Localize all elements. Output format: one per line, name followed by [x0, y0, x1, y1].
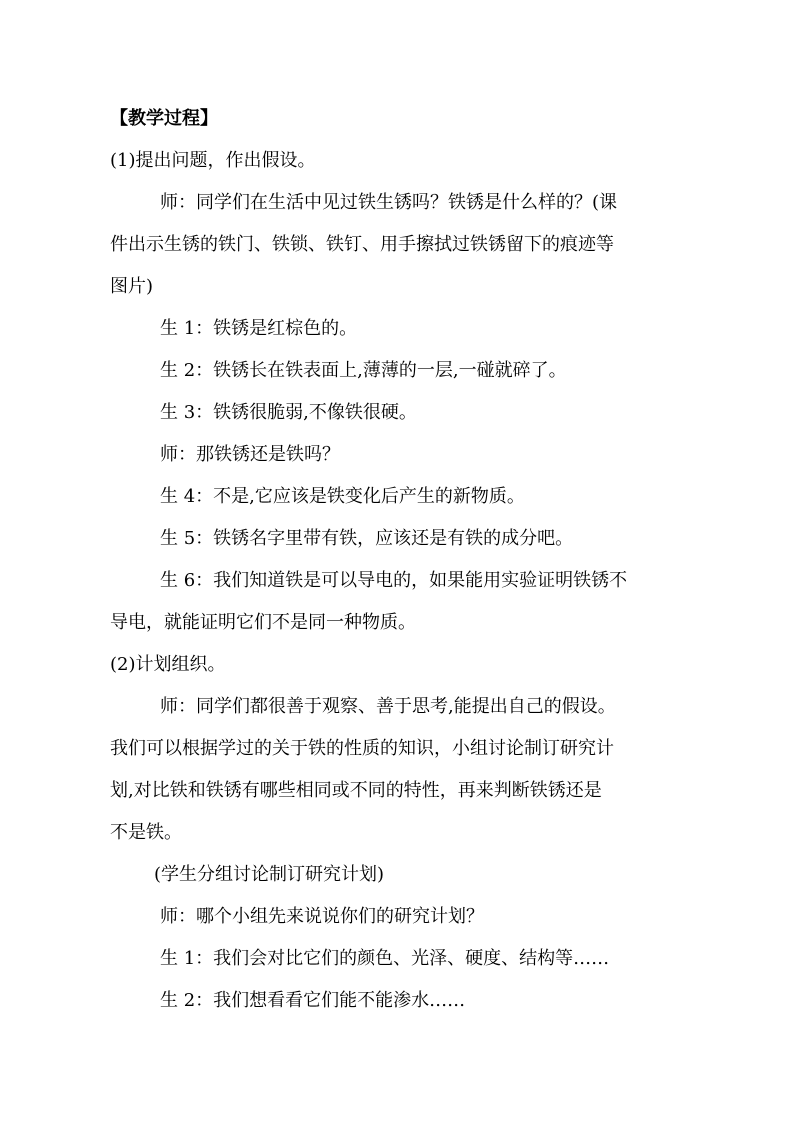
student-answer-6-line-2: 导电，就能证明它们不是同一种物质。: [110, 612, 416, 633]
teacher-question-line-1: 师：同学们在生活中见过铁生锈吗？铁锈是什么样的？(课: [160, 192, 618, 213]
section-title-2: (2)计划组织。: [110, 654, 226, 675]
teacher-question-3: 师：哪个小组先来说说你们的研究计划？: [160, 906, 484, 927]
activity-note: (学生分组讨论制订研究计划): [154, 864, 385, 885]
teacher-question-line-3: 图片): [110, 276, 154, 297]
student-answer-4: 生 4：不是,它应该是铁变化后产生的新物质。: [160, 486, 525, 507]
student-answer-2: 生 2：铁锈长在铁表面上,薄薄的一层,一碰就碎了。: [160, 360, 567, 381]
teacher-plan-line-3: 划,对比铁和铁锈有哪些相同或不同的特性，再来判断铁锈还是: [110, 780, 602, 801]
teacher-plan-line-4: 不是铁。: [110, 822, 182, 843]
student-answer-6-line-1: 生 6：我们知道铁是可以导电的，如果能用实验证明铁锈不: [160, 570, 628, 591]
group-answer-1: 生 1：我们会对比它们的颜色、光泽、硬度、结构等……: [160, 948, 610, 969]
teacher-question-line-2: 件出示生锈的铁门、铁锁、铁钉、用手擦拭过铁锈留下的痕迹等: [110, 234, 614, 255]
student-answer-1: 生 1：铁锈是红棕色的。: [160, 318, 358, 339]
document-page: [110, 98, 680, 1022]
group-answer-2: 生 2：我们想看看它们能不能渗水……: [160, 990, 466, 1011]
teacher-plan-line-1: 师：同学们都很善于观察、善于思考,能提出自己的假设。: [160, 696, 616, 717]
section-title-1: (1)提出问题，作出假设。: [110, 150, 316, 171]
student-answer-5: 生 5：铁锈名字里带有铁，应该还是有铁的成分吧。: [160, 528, 574, 549]
student-answer-3: 生 3：铁锈很脆弱,不像铁很硬。: [160, 402, 417, 423]
teacher-plan-line-2: 我们可以根据学过的关于铁的性质的知识，小组讨论制订研究计: [110, 738, 614, 759]
teacher-question-2: 师：那铁锈还是铁吗？: [160, 444, 340, 465]
section-heading: 【教学过程】: [110, 108, 218, 129]
